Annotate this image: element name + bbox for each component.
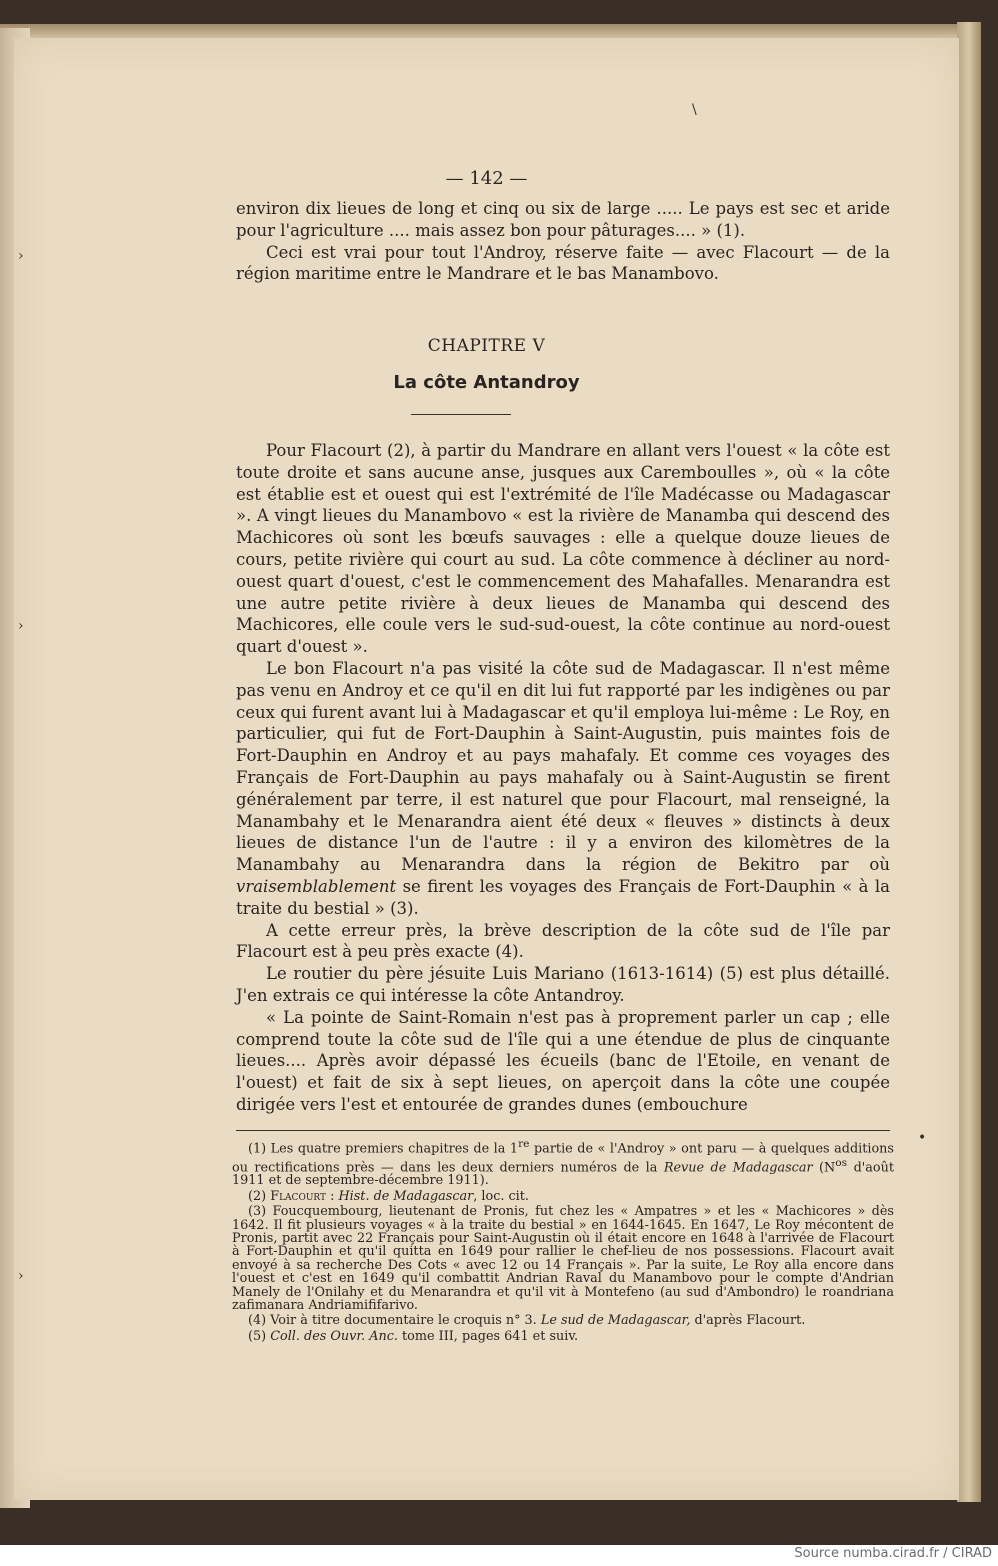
footnote-text: tome III, pages 641 et suiv.: [397, 1328, 579, 1344]
footnote-3: (3) Foucquembourg, lieutenant de Pronis, fut chez les « Ampatres » et les « Machicores » dès 1642. Il fit plusieurs voyages « à la traite du bestial » en 1644-1645. En 1647, Le Roy mécontent de Pronis, partit avec 22 Français pour Saint-Augustin où il était encore en 1648 à l'arrivée de Flacourt à Fort-Dauphin et qu'il quitta en 1649 pour rallier le chef-lieu de nos possessions. Flacourt avait envoyé à sa recherche Des Cots « avec 12 ou 14 Français ». Par la suite, Le Roy alla encore dans l'ouest et c'est en 1649 qu'il combattit Andrian Raval du Manambovo pour le compte d'Andrian Manely de l'Onilahy et du Menarandra et qu'il vit à Montefeno (au sud d'Ambondro) le roandriana zafimanara Andriamififarivo.: [232, 1204, 894, 1313]
footnote-sup: re: [518, 1137, 530, 1150]
footnote-italic: Le sud de Madagascar,: [540, 1313, 691, 1329]
footnote-text: , loc. cit.: [473, 1188, 529, 1204]
chapter-title: La côte Antandroy: [393, 372, 580, 393]
chapter-divider: [411, 414, 511, 415]
paragraph: « La pointe de Saint-Romain n'est pas à proprement parler un cap ; elle comprend toute la côte sud de l'île qui a une étendue de plus de cinquante lieues.... Après avoir dépassé les écueils (banc de l'Etoile, en venant de l'ouest) et fait de six à sept lieues, on aperçoit dans la côte une coupée dirigée vers l'est et entourée de grandes dunes (embouchure: [236, 1007, 890, 1114]
page-sheet: [14, 38, 959, 1500]
footnote-1: [232, 1137, 894, 1188]
footnote-text: :: [326, 1188, 339, 1204]
ink-speck: \: [692, 102, 697, 118]
paragraph-tail: se firent les voyages des Français de Fort-Dauphin « à la traite du bestial » (3).: [236, 876, 890, 918]
footnote-text: (2): [248, 1188, 271, 1204]
footnote-text: partie de « l'Androy » ont paru — à quelques additions ou rectifications près — dans les deux derniers numéros de la: [232, 1141, 894, 1175]
footnote-italic: Hist. de Madagascar: [338, 1188, 474, 1204]
paragraph: Le routier du père jésuite Luis Mariano (1613-1614) (5) est plus détaillé. J'en extrais ce qui intéresse la côte Antandroy.: [236, 964, 890, 1005]
paragraph: [236, 658, 890, 920]
footnote-smallcaps: Flacourt: [270, 1188, 327, 1204]
footnote-italic: Revue de Madagascar: [663, 1159, 813, 1175]
footnote-text: (N: [812, 1159, 836, 1175]
main-text-block: [236, 440, 890, 1116]
footnote-text: (5): [248, 1328, 271, 1344]
page-right-edge: [957, 22, 981, 1502]
footnote-sup: os: [835, 1155, 848, 1169]
paragraph: Pour Flacourt (2), à partir du Mandrare en allant vers l'ouest « la côte est toute droite et sans aucune anse, jusques aux Caremboulles », où « la côte est établie est et ouest qui est l'extrémité de l'île Madécasse ou Madagascar ». A vingt lieues du Manambovo « est la rivière de Manamba qui descend des Machicores où sont les bœufs sauvages : elle a quelque douze lieues de cours, petite rivière qui court au sud. La côte commence à décliner au nord-ouest quart d'ouest, c'est le commencement des Mahafalles. Menarandra est une autre petite rivière à deux lieues de Manamba qui descend des Machicores, elle coule vers le sud-sud-ouest, la côte continue au nord-ouest quart d'ouest ».: [236, 441, 890, 657]
paragraph-text: Le bon Flacourt n'a pas visité la côte sud de Madagascar. Il n'est même pas venu en Androy et ce qu'il en dit lui fut rapporté par les indigènes ou par ceux qui furent avant lui à Madagascar et qu'il employa lui-même : Le Roy, en particulier, qui fut de Fort-Dauphin à Saint-Augustin, puis maintes fois de Fort-Dauphin en Androy et au pays mahafaly. Et comme ces voyages des Français de Fort-Dauphin au pays mahafaly ou à Saint-Augustin se firent généralement par terre, il est naturel que pour Flacourt, mal renseigné, la Manambahy et le Menarandra aient été deux « fleuves » distincts à deux lieues de distance l'un de l'autre : il y a environ des kilomètres de la Manambahy au Menarandra dans la région de Bekitro par où: [236, 658, 890, 875]
footnote-5: [232, 1330, 894, 1343]
footnote-text: (4) Voir à titre documentaire le croquis n° 3.: [248, 1313, 541, 1329]
footnote-2: [232, 1190, 894, 1203]
italic-word: vraisemblablement: [236, 876, 397, 896]
footnotes: [232, 1137, 894, 1345]
footnote-text: d'après Flacourt.: [690, 1313, 806, 1329]
footnote-4: [232, 1314, 894, 1327]
paragraph: Ceci est vrai pour tout l'Androy, réserve faite — avec Flacourt — de la région maritime entre le Mandrare et le bas Manambovo.: [236, 242, 890, 284]
ink-speck: ›: [18, 618, 24, 634]
footnote-italic: Coll. des Ouvr. Anc.: [270, 1328, 398, 1344]
chapter-number: CHAPITRE V: [427, 336, 546, 356]
ink-speck: ›: [18, 248, 24, 264]
paragraph: A cette erreur près, la brève description de la côte sud de l'île par Flacourt est à peu près exacte (4).: [236, 920, 890, 962]
ink-speck: •: [918, 1130, 927, 1146]
ink-speck: ›: [18, 1268, 24, 1284]
footnote-text: d'août 1911 et de septembre-décembre 1911).: [232, 1159, 895, 1189]
paragraph: environ dix lieues de long et cinq ou six de large ..... Le pays est sec et aride pour l'agriculture .... mais assez bon pour pâturages.... » (1).: [236, 199, 890, 240]
top-text-block: [236, 198, 890, 285]
footnote-divider: [236, 1130, 890, 1131]
footnote-text: (1) Les quatre premiers chapitres de la 1: [248, 1141, 519, 1157]
page-number: — 142 —: [445, 168, 528, 189]
source-credit: Source numba.cirad.fr / CIRAD: [794, 1546, 992, 1561]
